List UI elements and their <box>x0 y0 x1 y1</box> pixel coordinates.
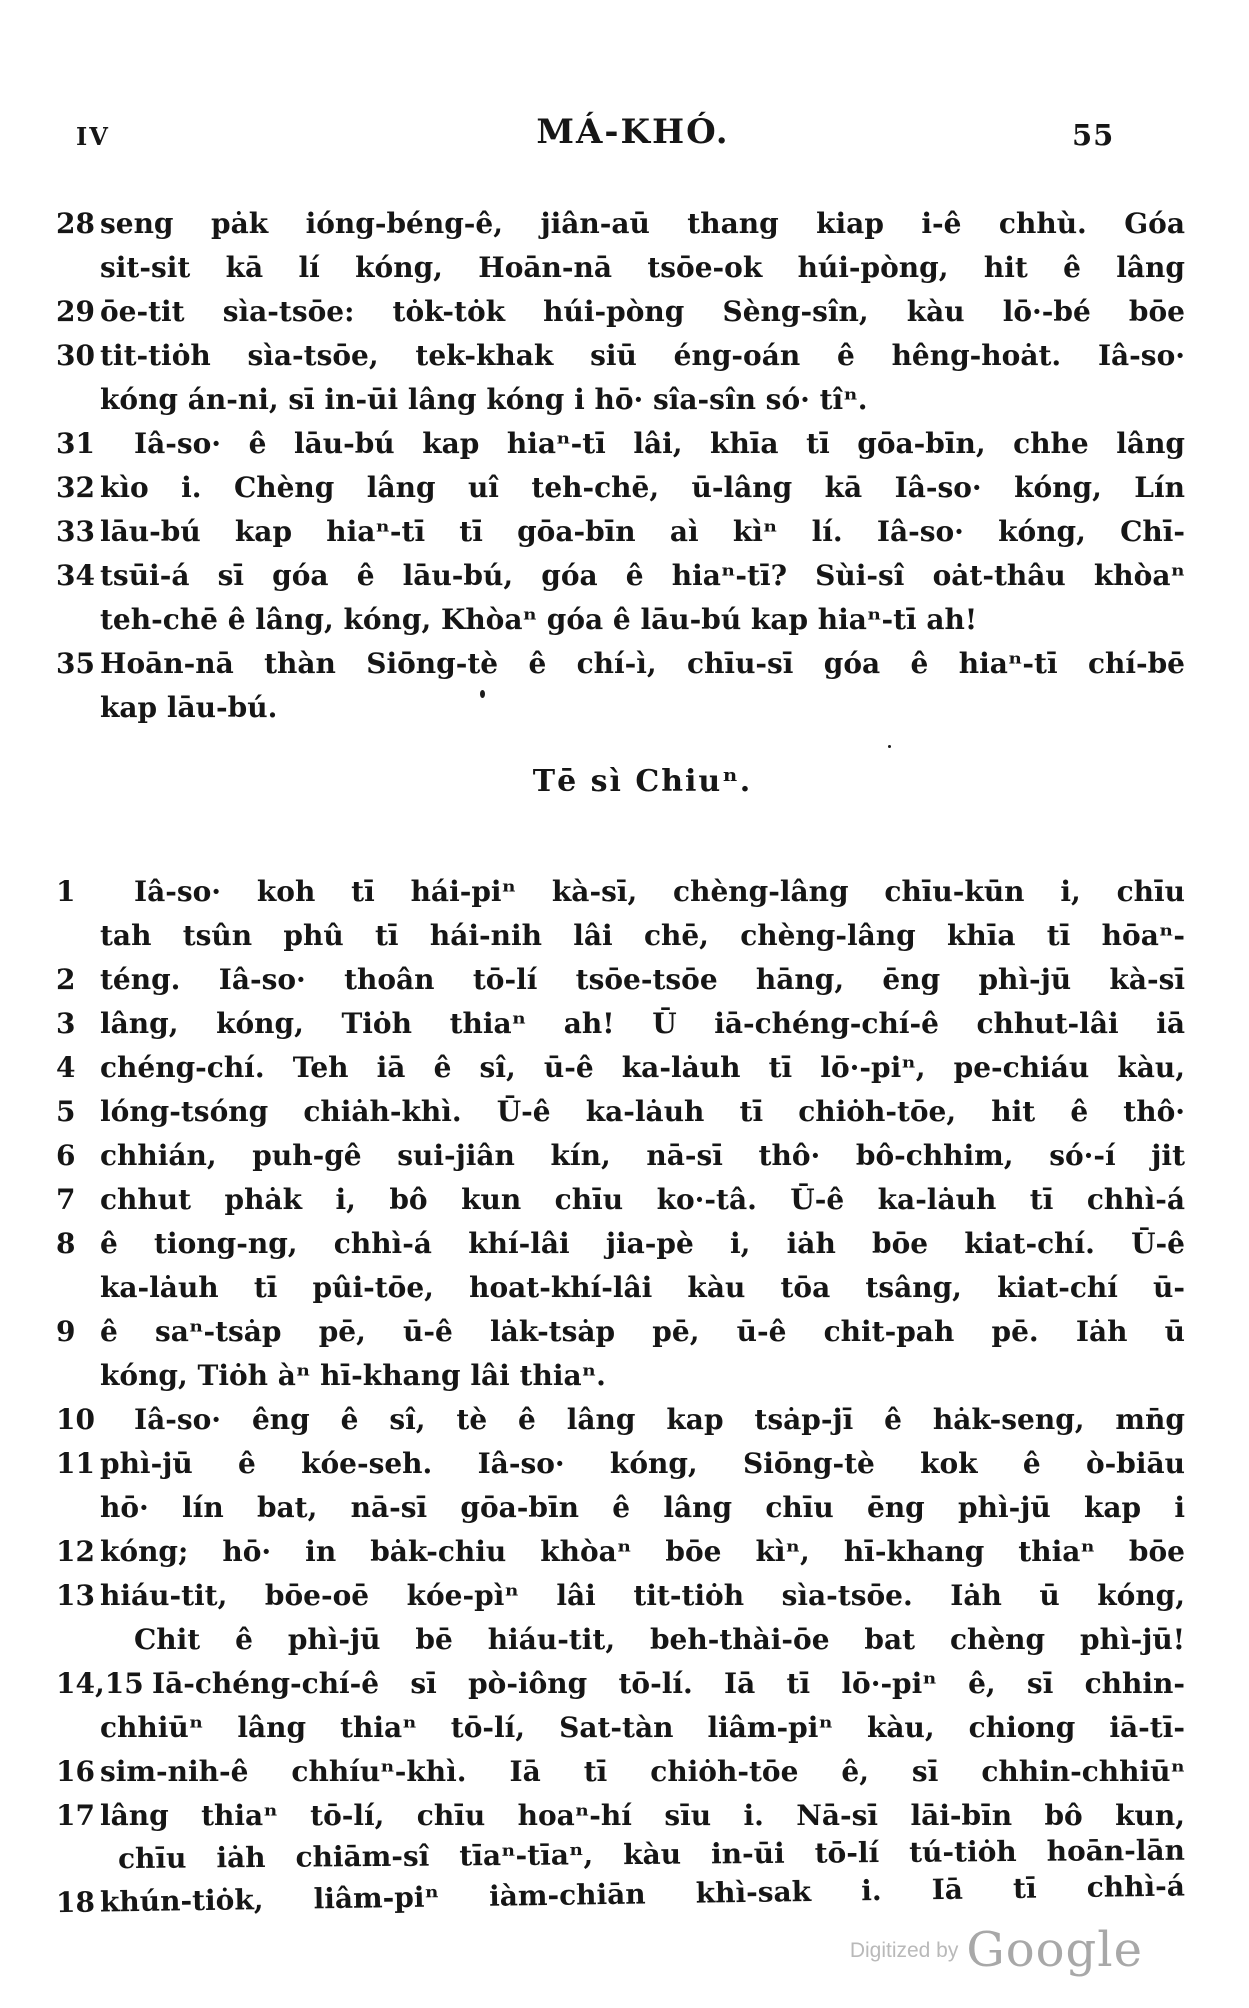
verse-text: tsūi-á sī góa ê lāu-bú, góa ê hiaⁿ-tī? Sùi-sî oȧt-thâu khòaⁿ <box>100 559 1185 592</box>
chapter-heading: Tē sì Chiuⁿ. <box>532 764 753 799</box>
verse-text: chhián, puh-gê sui-jiân kín, nā-sī thô· bô-chhim, só·-í jit <box>100 1139 1185 1172</box>
verse-text: Iâ-so· koh tī hái-piⁿ kà-sī, chèng-lâng chīu-kūn i, chīu <box>134 875 1185 908</box>
verse-line <box>0 246 1249 290</box>
verse-line <box>0 1398 1249 1442</box>
verse-text: Hoān-nā thàn Siōng-tè ê chí-ì, chīu-sī góa ê hiaⁿ-tī chí-bē <box>100 647 1185 680</box>
verse-number: 1 <box>56 875 76 908</box>
google-logo: Google <box>966 1922 1143 1978</box>
verse-line <box>0 598 1249 642</box>
verse-text: hiáu-tit, bōe-oē kóe-pìⁿ lâi tit-tiȯh sìa-tsōe. Iȧh ū kóng, <box>100 1579 1185 1612</box>
verse-line <box>0 870 1249 914</box>
verse-number: 14,15 <box>56 1667 144 1700</box>
verse-text: ê tiong-ng, chhì-á khí-lâi jia-pè i, iȧh bōe kiat-chí. Ū-ê <box>100 1227 1185 1260</box>
verse-line <box>0 1618 1249 1662</box>
verse-line <box>0 378 1249 422</box>
verse-line <box>0 1486 1249 1530</box>
verse-line <box>0 958 1249 1002</box>
verse-line <box>0 334 1249 378</box>
verse-number: 18 <box>55 1885 96 1920</box>
verse-text: chhut phȧk i, bô kun chīu ko·-tâ. Ū-ê ka-lȧuh tī chhì-á <box>100 1183 1185 1216</box>
verse-line <box>0 422 1249 466</box>
verse-number: 7 <box>56 1183 76 1216</box>
verse-line <box>0 1222 1249 1266</box>
verse-text: Iâ-so· êng ê sî, tè ê lâng kap tsȧp-jī ê hȧk-seng, mn̄g <box>134 1403 1185 1436</box>
verse-number: 9 <box>56 1315 76 1348</box>
verse-number: 2 <box>56 963 76 996</box>
verse-number: 34 <box>56 559 95 592</box>
verse-text: Iâ-so· ê lāu-bú kap hiaⁿ-tī lâi, khīa tī gōa-bīn, chhe lâng <box>134 427 1185 460</box>
verse-line <box>0 290 1249 334</box>
verse-line <box>0 1266 1249 1310</box>
verse-line <box>0 1442 1249 1486</box>
verse-line <box>0 1090 1249 1134</box>
verse-line <box>0 1574 1249 1618</box>
verse-number: 17 <box>56 1799 95 1832</box>
verse-line <box>0 510 1249 554</box>
verse-text: lóng-tsóng chiȧh-khì. Ū-ê ka-lȧuh tī chiȯh-tōe, hit ê thô· <box>100 1095 1185 1128</box>
verse-line <box>0 554 1249 598</box>
verse-line <box>0 1134 1249 1178</box>
verse-line <box>0 1706 1249 1750</box>
verse-line <box>0 1750 1249 1794</box>
verse-text: lāu-bú kap hiaⁿ-tī tī gōa-bīn aì kìⁿ lí. Iâ-so· kóng, Chī- <box>100 515 1185 548</box>
verse-text: Iā-chéng-chí-ê sī pò-iông tō-lí. Iā tī lō·-piⁿ ê, sī chhin- <box>152 1667 1185 1700</box>
verse-line <box>0 686 1249 730</box>
verse-text: chéng-chí. Teh iā ê sî, ū-ê ka-lȧuh tī lō·-piⁿ, pe-chiáu kàu, <box>100 1051 1185 1084</box>
verse-text: ōe-tit sìa-tsōe: tȯk-tȯk húi-pòng Sèng-sîn, kàu lō·-bé bōe <box>100 295 1185 328</box>
verse-text: kóng án-ni, sī in-ūi lâng kóng i hō· sîa-sîn só· tîⁿ. <box>100 383 868 416</box>
verse-number: 28 <box>56 207 95 240</box>
verse-line <box>0 1662 1249 1706</box>
verse-number: 35 <box>56 647 95 680</box>
verse-number: 5 <box>56 1095 76 1128</box>
verse-text: lâng thiaⁿ tō-lí, chīu hoaⁿ-hí sīu i. Nā-sī lāi-bīn bô kun, <box>100 1799 1185 1832</box>
verse-line <box>0 1002 1249 1046</box>
verse-number: 31 <box>56 427 95 460</box>
verse-number: 30 <box>56 339 95 372</box>
verse-line <box>0 1530 1249 1574</box>
verse-text: lâng, kóng, Tiȯh thiaⁿ ah! Ū iā-chéng-chí-ê chhut-lâi iā <box>100 1007 1185 1040</box>
verse-line <box>0 1354 1249 1398</box>
verse-number: 11 <box>56 1447 95 1480</box>
verse-text: ê saⁿ-tsȧp pē, ū-ê lȧk-tsȧp pē, ū-ê chit-pah pē. Iȧh ū <box>100 1315 1185 1348</box>
verse-text: hō· lín bat, nā-sī gōa-bīn ê lâng chīu ēng phì-jū kap i <box>100 1491 1185 1524</box>
verse-number: 29 <box>56 295 95 328</box>
verse-line <box>0 466 1249 510</box>
verse-number: 32 <box>56 471 95 504</box>
page-header <box>0 0 1249 152</box>
chapter4-verses <box>0 870 1249 1926</box>
verse-number: 4 <box>56 1051 76 1084</box>
verse-number: 6 <box>56 1139 76 1172</box>
verse-number: 12 <box>56 1535 95 1568</box>
verse-line <box>0 202 1249 246</box>
verse-number: 8 <box>56 1227 76 1260</box>
verse-text: khún-tiȯk, liâm-piⁿ iàm-chiān khì-sak i. Iā tī chhì-á <box>99 1869 1186 1919</box>
verse-text: seng pȧk ióng-béng-ê, jiân-aū thang kiap i-ê chhù. Góa <box>100 207 1185 240</box>
verse-number: 33 <box>56 515 95 548</box>
verse-text: chhiūⁿ lâng thiaⁿ tō-lí, Sat-tàn liâm-piⁿ kàu, chiong iā-tī- <box>100 1711 1185 1744</box>
verse-text: tah tsûn phû tī hái-nih lâi chē, chèng-lâng khīa tī hōaⁿ- <box>100 919 1185 952</box>
verse-text: ka-lȧuh tī pûi-tōe, hoat-khí-lâi kàu tōa tsâng, kiat-chí ū- <box>100 1271 1185 1304</box>
verse-text: tit-tiȯh sìa-tsōe, tek-khak siū éng-oán ê hêng-hoȧt. Iâ-so· <box>100 339 1185 372</box>
verse-text: kóng, Tiȯh àⁿ hī-khang lâi thiaⁿ. <box>100 1359 606 1392</box>
verse-text: sit-sit kā lí kóng, Hoān-nā tsōe-ok húi-pòng, hit ê lâng <box>100 251 1185 284</box>
verse-text: chīu iȧh chiām-sî tīaⁿ-tīaⁿ, kàu in-ūi tō-lí tú-tiȯh hoān-lān <box>117 1833 1186 1876</box>
page-number: 55 <box>1072 118 1115 152</box>
verse-line <box>0 642 1249 686</box>
verse-number: 16 <box>56 1755 95 1788</box>
verse-text: Chit ê phì-jū bē hiáu-tit, beh-thài-ōe bat chèng phì-jū! <box>134 1623 1185 1656</box>
watermark-prefix: Digitized by <box>849 1939 959 1962</box>
ink-speck <box>480 690 485 698</box>
verse-text: kap lāu-bú. <box>100 691 278 724</box>
verse-line <box>0 1310 1249 1354</box>
verse-line <box>0 1178 1249 1222</box>
verse-text: kóng; hō· in bȧk-chiu khòaⁿ bōe kìⁿ, hī-khang thiaⁿ bōe <box>100 1535 1185 1568</box>
verse-line <box>0 1046 1249 1090</box>
chapter3-verses <box>0 202 1249 730</box>
verse-text: téng. Iâ-so· thoân tō-lí tsōe-tsōe hāng, ēng phì-jū kà-sī <box>100 963 1185 996</box>
verse-text: teh-chē ê lâng, kóng, Khòaⁿ góa ê lāu-bú kap hiaⁿ-tī ah! <box>100 603 978 636</box>
verse-number: 13 <box>56 1579 95 1612</box>
chapter-folio: IV <box>76 122 110 151</box>
verse-number: 10 <box>56 1403 95 1436</box>
verse-text: kìo i. Chèng lâng uî teh-chē, ū-lâng kā Iâ-so· kóng, Lín <box>100 471 1185 504</box>
verse-text: phì-jū ê kóe-seh. Iâ-so· kóng, Siōng-tè kok ê ò-biāu <box>100 1447 1185 1480</box>
verse-line <box>0 914 1249 958</box>
digitized-by-watermark <box>850 1922 1143 1978</box>
verse-number: 3 <box>56 1007 76 1040</box>
verse-text: sim-nih-ê chhíuⁿ-khì. Iā tī chiȯh-tōe ê, sī chhin-chhiūⁿ <box>100 1755 1185 1788</box>
ink-speck <box>888 745 891 748</box>
page-title: MÁ-KHÓ. <box>536 112 730 152</box>
